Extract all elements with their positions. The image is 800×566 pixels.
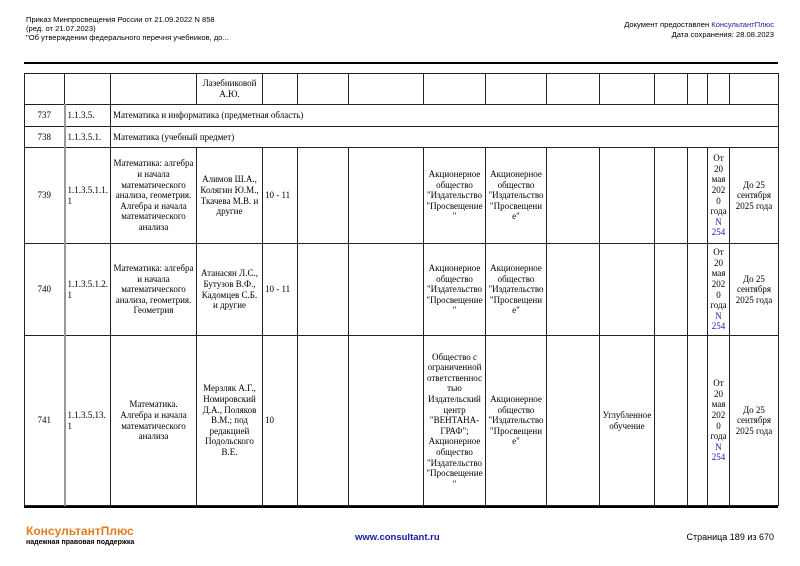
valid-until: До 25 сентября 2025 года [730,336,779,506]
site-link[interactable]: www.consultant.ru [355,532,440,543]
grade: 10 - 11 [263,244,298,336]
authors: Атанасян Л.С., Бутузов В.Ф., Кадомцев С.Б. и другие [197,244,263,336]
section-row [25,127,779,148]
authors-cell: Лазебниковой А.Ю. [197,74,263,105]
order-date: От 20 мая 2020 года [710,378,727,442]
textbook-name: Математика: алгебра и начала математического анализа, геометрия. Алгебра и начала математического анализа [111,148,197,244]
publisher: Акционерное общество "Издательство "Просвещение" [424,244,486,336]
row-code: 1.1.3.5.1. [65,127,111,148]
row-code: 1.1.3.5.13.1 [65,336,111,506]
textbook-name: Математика: алгебра и начала математического анализа, геометрия. Геометрия [111,244,197,336]
order-link[interactable]: N 254 [711,216,726,238]
order-date: От 20 мая 2020 года [710,153,727,217]
grade: 10 [263,336,298,506]
textbook-table [24,73,779,506]
save-date: Дата сохранения: 28.08.2023 [671,30,774,39]
order-cell [708,336,730,506]
copyright-holder: Акционерное общество "Издательство "Просвещение" [486,244,547,336]
publisher: Акционерное общество "Издательство "Просвещение" [424,148,486,244]
authors: Алимов Ш.А., Колягин Ю.М., Ткачева М.В. и другие [197,148,263,244]
doc-line-3: "Об утверждении федерального перечня учебников, до... [26,33,229,42]
valid-until: До 25 сентября 2025 года [730,148,779,244]
row-number: 740 [25,244,65,336]
consultant-logo [26,524,134,546]
row-code: 1.1.3.5.1.2.1 [65,244,111,336]
valid-until: До 25 сентября 2025 года [730,244,779,336]
logo-tagline: надежная правовая поддержка [26,539,135,546]
section-row [25,105,779,127]
order-link[interactable]: N 254 [711,441,726,463]
provided-prefix: Документ предоставлен [624,20,712,29]
note: Углубленное обучение [600,336,655,506]
grade: 10 - 11 [263,148,298,244]
row-number: 741 [25,336,65,506]
row-code: 1.1.3.5. [65,105,111,127]
textbook-name: Математика. Алгебра и начала математического анализа [111,336,197,506]
order-cell [708,148,730,244]
order-cell [708,244,730,336]
document-title [26,15,229,42]
publisher: Общество с ограниченной ответственностью Издательский центр "ВЕНТАНА-ГРАФ"; Акционерное общество "Издательство "Просвещение" [424,336,486,506]
table-row [25,336,779,506]
row-number: 738 [25,127,65,148]
authors: Мерзляк А.Г., Номировский Д.А., Поляков В.М.; под редакцией Подольского В.Е. [197,336,263,506]
header-divider [24,62,778,64]
footer-divider [24,506,778,508]
doc-line-2: (ред. от 21.07.2023) [26,24,96,33]
order-link[interactable]: N 254 [711,310,726,332]
row-code: 1.1.3.5.1.1.1 [65,148,111,244]
provider-info [624,20,774,40]
note [547,148,600,244]
page-number: Страница 189 из 670 [686,532,774,542]
table-row [25,148,779,244]
doc-line-1: Приказ Минпросвещения России от 21.09.2022 N 858 [26,15,215,24]
copyright-holder: Акционерное общество "Издательство "Просвещение" [486,148,547,244]
row-number: 737 [25,105,65,127]
continuation-row [25,74,779,105]
order-date: От 20 мая 2020 года [710,247,727,311]
table-row [25,244,779,336]
section-title: Математика (учебный предмет) [111,127,779,148]
section-title: Математика и информатика (предметная область) [111,105,779,127]
row-number: 739 [25,148,65,244]
copyright-holder: Акционерное общество "Издательство "Просвещение" [486,336,547,506]
logo-brand: КонсультантПлюс [26,524,134,538]
provider-link[interactable]: КонсультантПлюс [711,20,774,29]
note [547,244,600,336]
